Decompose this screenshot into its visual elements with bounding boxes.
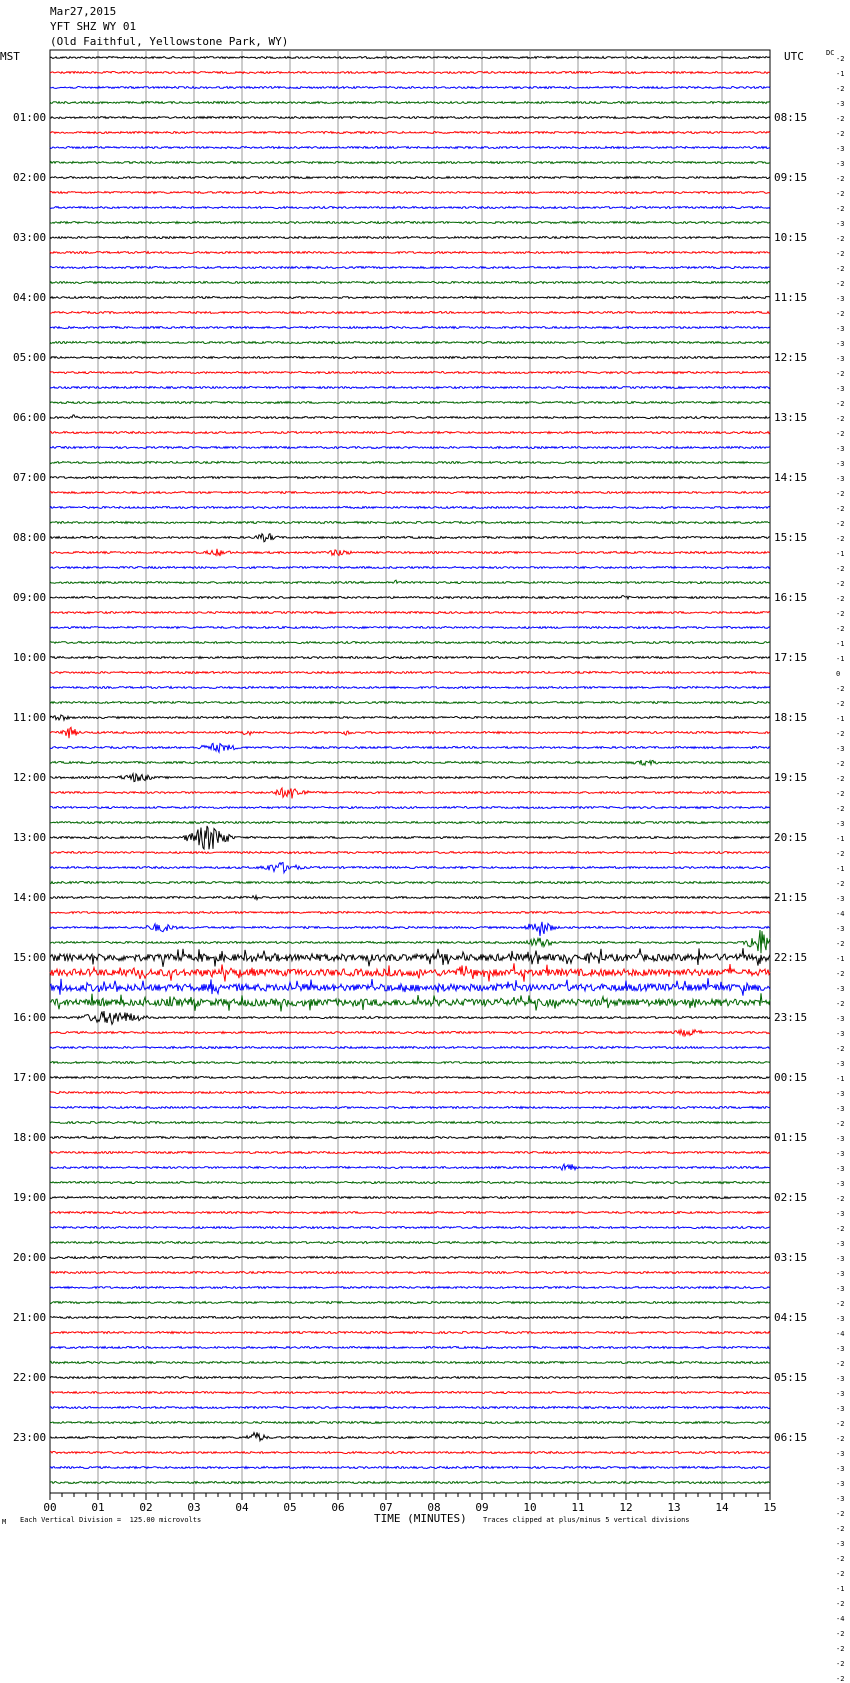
dc-offset-label: -3 <box>836 144 845 153</box>
trace-line <box>50 1377 770 1379</box>
minute-gridlines <box>50 50 770 1493</box>
dc-offset-label: -3 <box>836 1344 845 1353</box>
trace-line <box>50 462 770 464</box>
left-hour-label: 15:00 <box>13 950 47 964</box>
dc-offset-label: -2 <box>836 1119 845 1128</box>
dc-offset-label: -1 <box>836 714 845 723</box>
trace-line <box>50 642 770 644</box>
dc-offset-label: -4 <box>836 1614 845 1623</box>
trace-line <box>50 1107 770 1109</box>
dc-offset-label: -2 <box>836 1419 845 1428</box>
right-hour-label: 16:15 <box>774 590 808 604</box>
trace-line <box>50 1257 770 1259</box>
trace-line <box>50 912 770 914</box>
left-hour-label: 21:00 <box>13 1310 47 1324</box>
trace-line <box>50 1317 770 1319</box>
trace-line <box>50 1164 770 1170</box>
dc-offset-label: -3 <box>836 444 845 453</box>
dc-offset-label: -3 <box>836 1149 845 1158</box>
x-tick-label: 15 <box>763 1501 777 1514</box>
right-hour-label: 13:15 <box>774 410 808 424</box>
dc-offset-label: -1 <box>836 1074 845 1083</box>
trace-line <box>50 492 770 494</box>
trace-line <box>50 687 770 689</box>
trace-line <box>50 162 770 164</box>
trace-line <box>50 963 770 981</box>
trace-line <box>50 702 770 704</box>
dc-offset-label: -2 <box>836 1674 845 1683</box>
dc-offset-label: -3 <box>836 1029 845 1038</box>
dc-offset-label: -2 <box>836 114 845 123</box>
dc-offset-label: -2 <box>836 624 845 633</box>
dc-offset-label: -2 <box>836 969 845 978</box>
left-hour-label: 13:00 <box>13 830 47 844</box>
left-timezone-label: MST <box>0 50 20 63</box>
dc-offset-label: -3 <box>836 294 845 303</box>
dc-offset-label: -3 <box>836 984 845 993</box>
trace-line <box>50 387 770 389</box>
trace-line <box>50 72 770 74</box>
x-tick-label: 12 <box>619 1501 633 1514</box>
right-hour-label: 22:15 <box>774 950 808 964</box>
dc-offset-label: -3 <box>836 1104 845 1113</box>
dc-offset-label: -2 <box>836 564 845 573</box>
dc-offset-label: -3 <box>836 1179 845 1188</box>
trace-line <box>50 1362 770 1364</box>
right-hour-label: 18:15 <box>774 710 808 724</box>
dc-offset-label: -2 <box>836 54 845 63</box>
dc-offset-label: -3 <box>836 1404 845 1413</box>
dc-offset-label: -2 <box>836 534 845 543</box>
dc-offset-label: -2 <box>836 1569 845 1578</box>
time-axis <box>43 1493 776 1514</box>
trace-line <box>50 826 770 849</box>
dc-offset-label: -2 <box>836 1509 845 1518</box>
left-hour-label: 10:00 <box>13 650 47 664</box>
dc-offset-label: -3 <box>836 354 845 363</box>
x-tick-label: 09 <box>475 1501 489 1514</box>
plot-frame <box>50 50 770 1493</box>
trace-line <box>50 993 770 1011</box>
left-hour-label: 02:00 <box>13 170 47 184</box>
left-hour-label: 07:00 <box>13 470 47 484</box>
trace-line <box>50 1011 770 1024</box>
left-hour-label: 17:00 <box>13 1070 47 1084</box>
trace-line <box>50 282 770 284</box>
right-hour-label: 02:15 <box>774 1190 808 1204</box>
trace-line <box>50 1152 770 1154</box>
dc-offset-label: -2 <box>836 129 845 138</box>
trace-line <box>50 415 770 419</box>
clipping-note: Traces clipped at plus/minus 5 vertical divisions <box>483 1516 690 1524</box>
dc-offset-label: -2 <box>836 1434 845 1443</box>
right-hour-label: 05:15 <box>774 1370 808 1384</box>
left-hour-label: 06:00 <box>13 410 47 424</box>
trace-line <box>50 978 770 996</box>
left-hour-label: 19:00 <box>13 1190 47 1204</box>
dc-offset-label: 0 <box>836 669 841 678</box>
trace-line <box>50 1197 770 1199</box>
left-hour-label: 01:00 <box>13 110 47 124</box>
trace-line <box>50 402 770 404</box>
right-hour-label: 01:15 <box>774 1130 808 1144</box>
right-hour-label: 19:15 <box>774 770 808 784</box>
trace-line <box>50 1030 770 1036</box>
dc-header-label: DC <box>826 49 835 57</box>
trace-line <box>50 477 770 479</box>
trace-line <box>50 596 770 599</box>
trace-line <box>50 57 770 59</box>
trace-line <box>50 627 770 629</box>
trace-line <box>50 102 770 104</box>
right-hour-label: 23:15 <box>774 1010 808 1024</box>
dc-offset-label: -2 <box>836 849 845 858</box>
trace-line <box>50 612 770 614</box>
x-tick-label: 11 <box>571 1501 585 1514</box>
dc-offset-label: -2 <box>836 609 845 618</box>
dc-offset-label: -1 <box>836 864 845 873</box>
dc-offset-label: -3 <box>836 1284 845 1293</box>
dc-offset-label: -3 <box>836 474 845 483</box>
trace-line <box>50 1392 770 1394</box>
right-hour-label: 17:15 <box>774 650 808 664</box>
dc-offset-label: -3 <box>836 1479 845 1488</box>
trace-line <box>50 342 770 344</box>
trace-line <box>50 447 770 449</box>
x-tick-label: 08 <box>427 1501 441 1514</box>
right-hour-label: 06:15 <box>774 1430 808 1444</box>
dc-offset-label: -3 <box>836 339 845 348</box>
dc-offset-label: -2 <box>836 1659 845 1668</box>
trace-line <box>50 192 770 194</box>
right-timezone-label: UTC <box>784 50 804 63</box>
left-hour-label: 20:00 <box>13 1250 47 1264</box>
dc-offset-label: -3 <box>836 1539 845 1548</box>
trace-line <box>50 222 770 224</box>
right-hour-label: 04:15 <box>774 1310 808 1324</box>
dc-offset-label: -2 <box>836 879 845 888</box>
dc-offset-label: -3 <box>836 744 845 753</box>
trace-line <box>50 580 770 583</box>
trace-line <box>50 1452 770 1454</box>
trace-line <box>50 522 770 524</box>
dc-offset-label: -3 <box>836 219 845 228</box>
dc-offset-label: -3 <box>836 1374 845 1383</box>
dc-offset-label: -2 <box>836 204 845 213</box>
x-tick-label: 14 <box>715 1501 729 1514</box>
trace-line <box>50 922 770 936</box>
dc-offset-label: -2 <box>836 1599 845 1608</box>
corner-mark: M <box>2 1518 7 1526</box>
x-tick-label: 06 <box>331 1501 345 1514</box>
dc-offset-label: -3 <box>836 1254 845 1263</box>
dc-offset-label: -3 <box>836 99 845 108</box>
trace-line <box>50 132 770 134</box>
trace-line <box>50 1137 770 1139</box>
trace-line <box>50 252 770 254</box>
left-hour-label: 14:00 <box>13 890 47 904</box>
dc-offset-label: -2 <box>836 399 845 408</box>
right-hour-label: 14:15 <box>774 470 808 484</box>
trace-line <box>50 1332 770 1334</box>
left-hour-label: 04:00 <box>13 290 47 304</box>
x-tick-label: 05 <box>283 1501 297 1514</box>
right-hour-label: 10:15 <box>774 230 808 244</box>
left-hour-label: 22:00 <box>13 1370 47 1384</box>
right-hour-label: 08:15 <box>774 110 808 124</box>
trace-line <box>50 657 770 659</box>
trace-line <box>50 948 770 967</box>
left-hour-label: 12:00 <box>13 770 47 784</box>
dc-offset-label: -3 <box>836 819 845 828</box>
trace-line <box>50 882 770 884</box>
trace-line <box>50 1242 770 1244</box>
dc-offset-label: -2 <box>836 699 845 708</box>
left-hour-label: 18:00 <box>13 1130 47 1144</box>
x-tick-label: 02 <box>139 1501 153 1514</box>
dc-offset-label: -2 <box>836 429 845 438</box>
trace-line <box>50 534 770 542</box>
x-tick-label: 13 <box>667 1501 681 1514</box>
dc-offset-label: -2 <box>836 189 845 198</box>
trace-line <box>50 852 770 854</box>
dc-offset-label: -2 <box>836 1359 845 1368</box>
dc-offset-label: -2 <box>836 174 845 183</box>
dc-offset-label: -1 <box>836 1584 845 1593</box>
dc-offset-label: -2 <box>836 1194 845 1203</box>
dc-offset-label: -4 <box>836 1329 845 1338</box>
x-tick-label: 01 <box>91 1501 105 1514</box>
dc-offset-label: -2 <box>836 1299 845 1308</box>
right-hour-label: 12:15 <box>774 350 808 364</box>
trace-line <box>50 896 770 900</box>
trace-line <box>50 372 770 374</box>
left-hour-label: 16:00 <box>13 1010 47 1024</box>
trace-line <box>50 1122 770 1124</box>
dc-offset-label: -2 <box>836 1224 845 1233</box>
dc-offset-label: -2 <box>836 84 845 93</box>
dc-offset-label: -3 <box>836 1269 845 1278</box>
dc-offset-label: -3 <box>836 1389 845 1398</box>
dc-offset-label: -2 <box>836 1629 845 1638</box>
trace-line <box>50 177 770 179</box>
dc-offset-label: -2 <box>836 1644 845 1653</box>
header-date: Mar27,2015 <box>50 5 117 18</box>
right-hour-label: 09:15 <box>774 170 808 184</box>
dc-offset-label: -1 <box>836 549 845 558</box>
trace-line <box>50 312 770 314</box>
trace-line <box>50 743 770 752</box>
dc-offset-label: -3 <box>836 1209 845 1218</box>
x-tick-label: 04 <box>235 1501 249 1514</box>
dc-offset-label: -2 <box>836 504 845 513</box>
trace-line <box>50 1182 770 1184</box>
trace-line <box>50 715 770 720</box>
dc-offset-label: -3 <box>836 1239 845 1248</box>
left-hour-label: 08:00 <box>13 530 47 544</box>
trace-line <box>50 1047 770 1049</box>
left-hour-label: 11:00 <box>13 710 47 724</box>
dc-offset-label: -2 <box>836 1524 845 1533</box>
trace-line <box>50 1077 770 1079</box>
left-hour-label: 03:00 <box>13 230 47 244</box>
trace-line <box>50 297 770 299</box>
trace-line <box>50 357 770 359</box>
trace-line <box>50 117 770 119</box>
dc-offset-label: -2 <box>836 279 845 288</box>
dc-offset-label: -2 <box>836 939 845 948</box>
dc-offset-label: -3 <box>836 159 845 168</box>
dc-offset-label: -3 <box>836 1449 845 1458</box>
trace-line <box>50 788 770 798</box>
dc-offset-label: -1 <box>836 69 845 78</box>
right-hour-label: 03:15 <box>774 1250 808 1264</box>
trace-line <box>50 87 770 89</box>
trace-line <box>50 549 770 556</box>
dc-offset-label: -2 <box>836 489 845 498</box>
trace-line <box>50 1347 770 1349</box>
trace-line <box>50 327 770 329</box>
trace-line <box>50 1062 770 1064</box>
dc-offset-label: -3 <box>836 894 845 903</box>
trace-line <box>50 567 770 569</box>
dc-offset-label: -3 <box>836 1494 845 1503</box>
trace-line <box>50 432 770 434</box>
dc-offset-label: -3 <box>836 1014 845 1023</box>
trace-line <box>50 267 770 269</box>
dc-offset-label: -2 <box>836 684 845 693</box>
dc-offset-label: -2 <box>836 249 845 258</box>
dc-offset-label: -3 <box>836 924 845 933</box>
dc-offset-label: -2 <box>836 1554 845 1563</box>
trace-line <box>50 1227 770 1229</box>
trace-line <box>50 1407 770 1409</box>
dc-offset-label: -3 <box>836 1134 845 1143</box>
dc-offset-label: -1 <box>836 954 845 963</box>
right-hour-label: 15:15 <box>774 530 808 544</box>
left-hour-label: 09:00 <box>13 590 47 604</box>
trace-line <box>50 774 770 782</box>
right-hour-label: 21:15 <box>774 890 808 904</box>
dc-offset-label: -2 <box>836 579 845 588</box>
dc-offset-label: -3 <box>836 1464 845 1473</box>
dc-offset-label: -3 <box>836 1314 845 1323</box>
right-hour-label: 20:15 <box>774 830 808 844</box>
right-hour-label: 00:15 <box>774 1070 808 1084</box>
trace-line <box>50 727 770 738</box>
trace-line <box>50 863 770 873</box>
dc-offset-label: -2 <box>836 594 845 603</box>
x-tick-label: 03 <box>187 1501 201 1514</box>
dc-offset-label: -1 <box>836 654 845 663</box>
dc-offset-label: -2 <box>836 759 845 768</box>
x-axis-title: TIME (MINUTES) <box>374 1512 467 1525</box>
trace-line <box>50 1467 770 1469</box>
dc-offset-label: -4 <box>836 909 845 918</box>
dc-offset-label: -2 <box>836 729 845 738</box>
trace-line <box>50 1092 770 1094</box>
vertical-division-note: Each Vertical Division = 125.00 microvolts <box>20 1516 202 1524</box>
trace-line <box>50 807 770 809</box>
dc-offset-label: -1 <box>836 834 845 843</box>
x-tick-label: 10 <box>523 1501 537 1514</box>
trace-line <box>50 822 770 824</box>
trace-line <box>50 207 770 209</box>
trace-line <box>50 1212 770 1214</box>
left-hour-label: 05:00 <box>13 350 47 364</box>
dc-offset-label: -2 <box>836 804 845 813</box>
right-hour-label: 11:15 <box>774 290 808 304</box>
trace-line <box>50 1422 770 1424</box>
x-tick-label: 00 <box>43 1501 57 1514</box>
trace-line <box>50 237 770 239</box>
trace-line <box>50 147 770 149</box>
dc-offset-label: -3 <box>836 324 845 333</box>
dc-offset-label: -2 <box>836 369 845 378</box>
trace-line <box>50 930 770 953</box>
dc-offset-label: -2 <box>836 264 845 273</box>
trace-line <box>50 1272 770 1274</box>
header-location: (Old Faithful, Yellowstone Park, WY) <box>50 35 289 48</box>
dc-offset-label: -3 <box>836 1089 845 1098</box>
dc-offset-label: -3 <box>836 459 845 468</box>
dc-offset-label: -3 <box>836 1059 845 1068</box>
x-tick-label: 07 <box>379 1501 393 1514</box>
trace-line <box>50 1432 770 1440</box>
trace-line <box>50 507 770 509</box>
trace-line <box>50 1482 770 1484</box>
trace-line <box>50 1287 770 1289</box>
seismic-traces <box>50 57 770 1484</box>
dc-offset-label: -2 <box>836 774 845 783</box>
dc-offset-label: -2 <box>836 234 845 243</box>
trace-line <box>50 760 770 765</box>
dc-offset-label: -2 <box>836 309 845 318</box>
dc-offset-label: -2 <box>836 414 845 423</box>
dc-offset-label: -2 <box>836 789 845 798</box>
dc-offset-label: -2 <box>836 1044 845 1053</box>
dc-offset-label: -2 <box>836 519 845 528</box>
trace-line <box>50 1302 770 1304</box>
header-station: YFT SHZ WY 01 <box>50 20 137 33</box>
trace-line <box>50 672 770 674</box>
dc-offset-label: -1 <box>836 639 845 648</box>
dc-offset-label: -2 <box>836 999 845 1008</box>
left-hour-label: 23:00 <box>13 1430 47 1444</box>
dc-offset-label: -3 <box>836 1164 845 1173</box>
dc-offset-label: -3 <box>836 384 845 393</box>
